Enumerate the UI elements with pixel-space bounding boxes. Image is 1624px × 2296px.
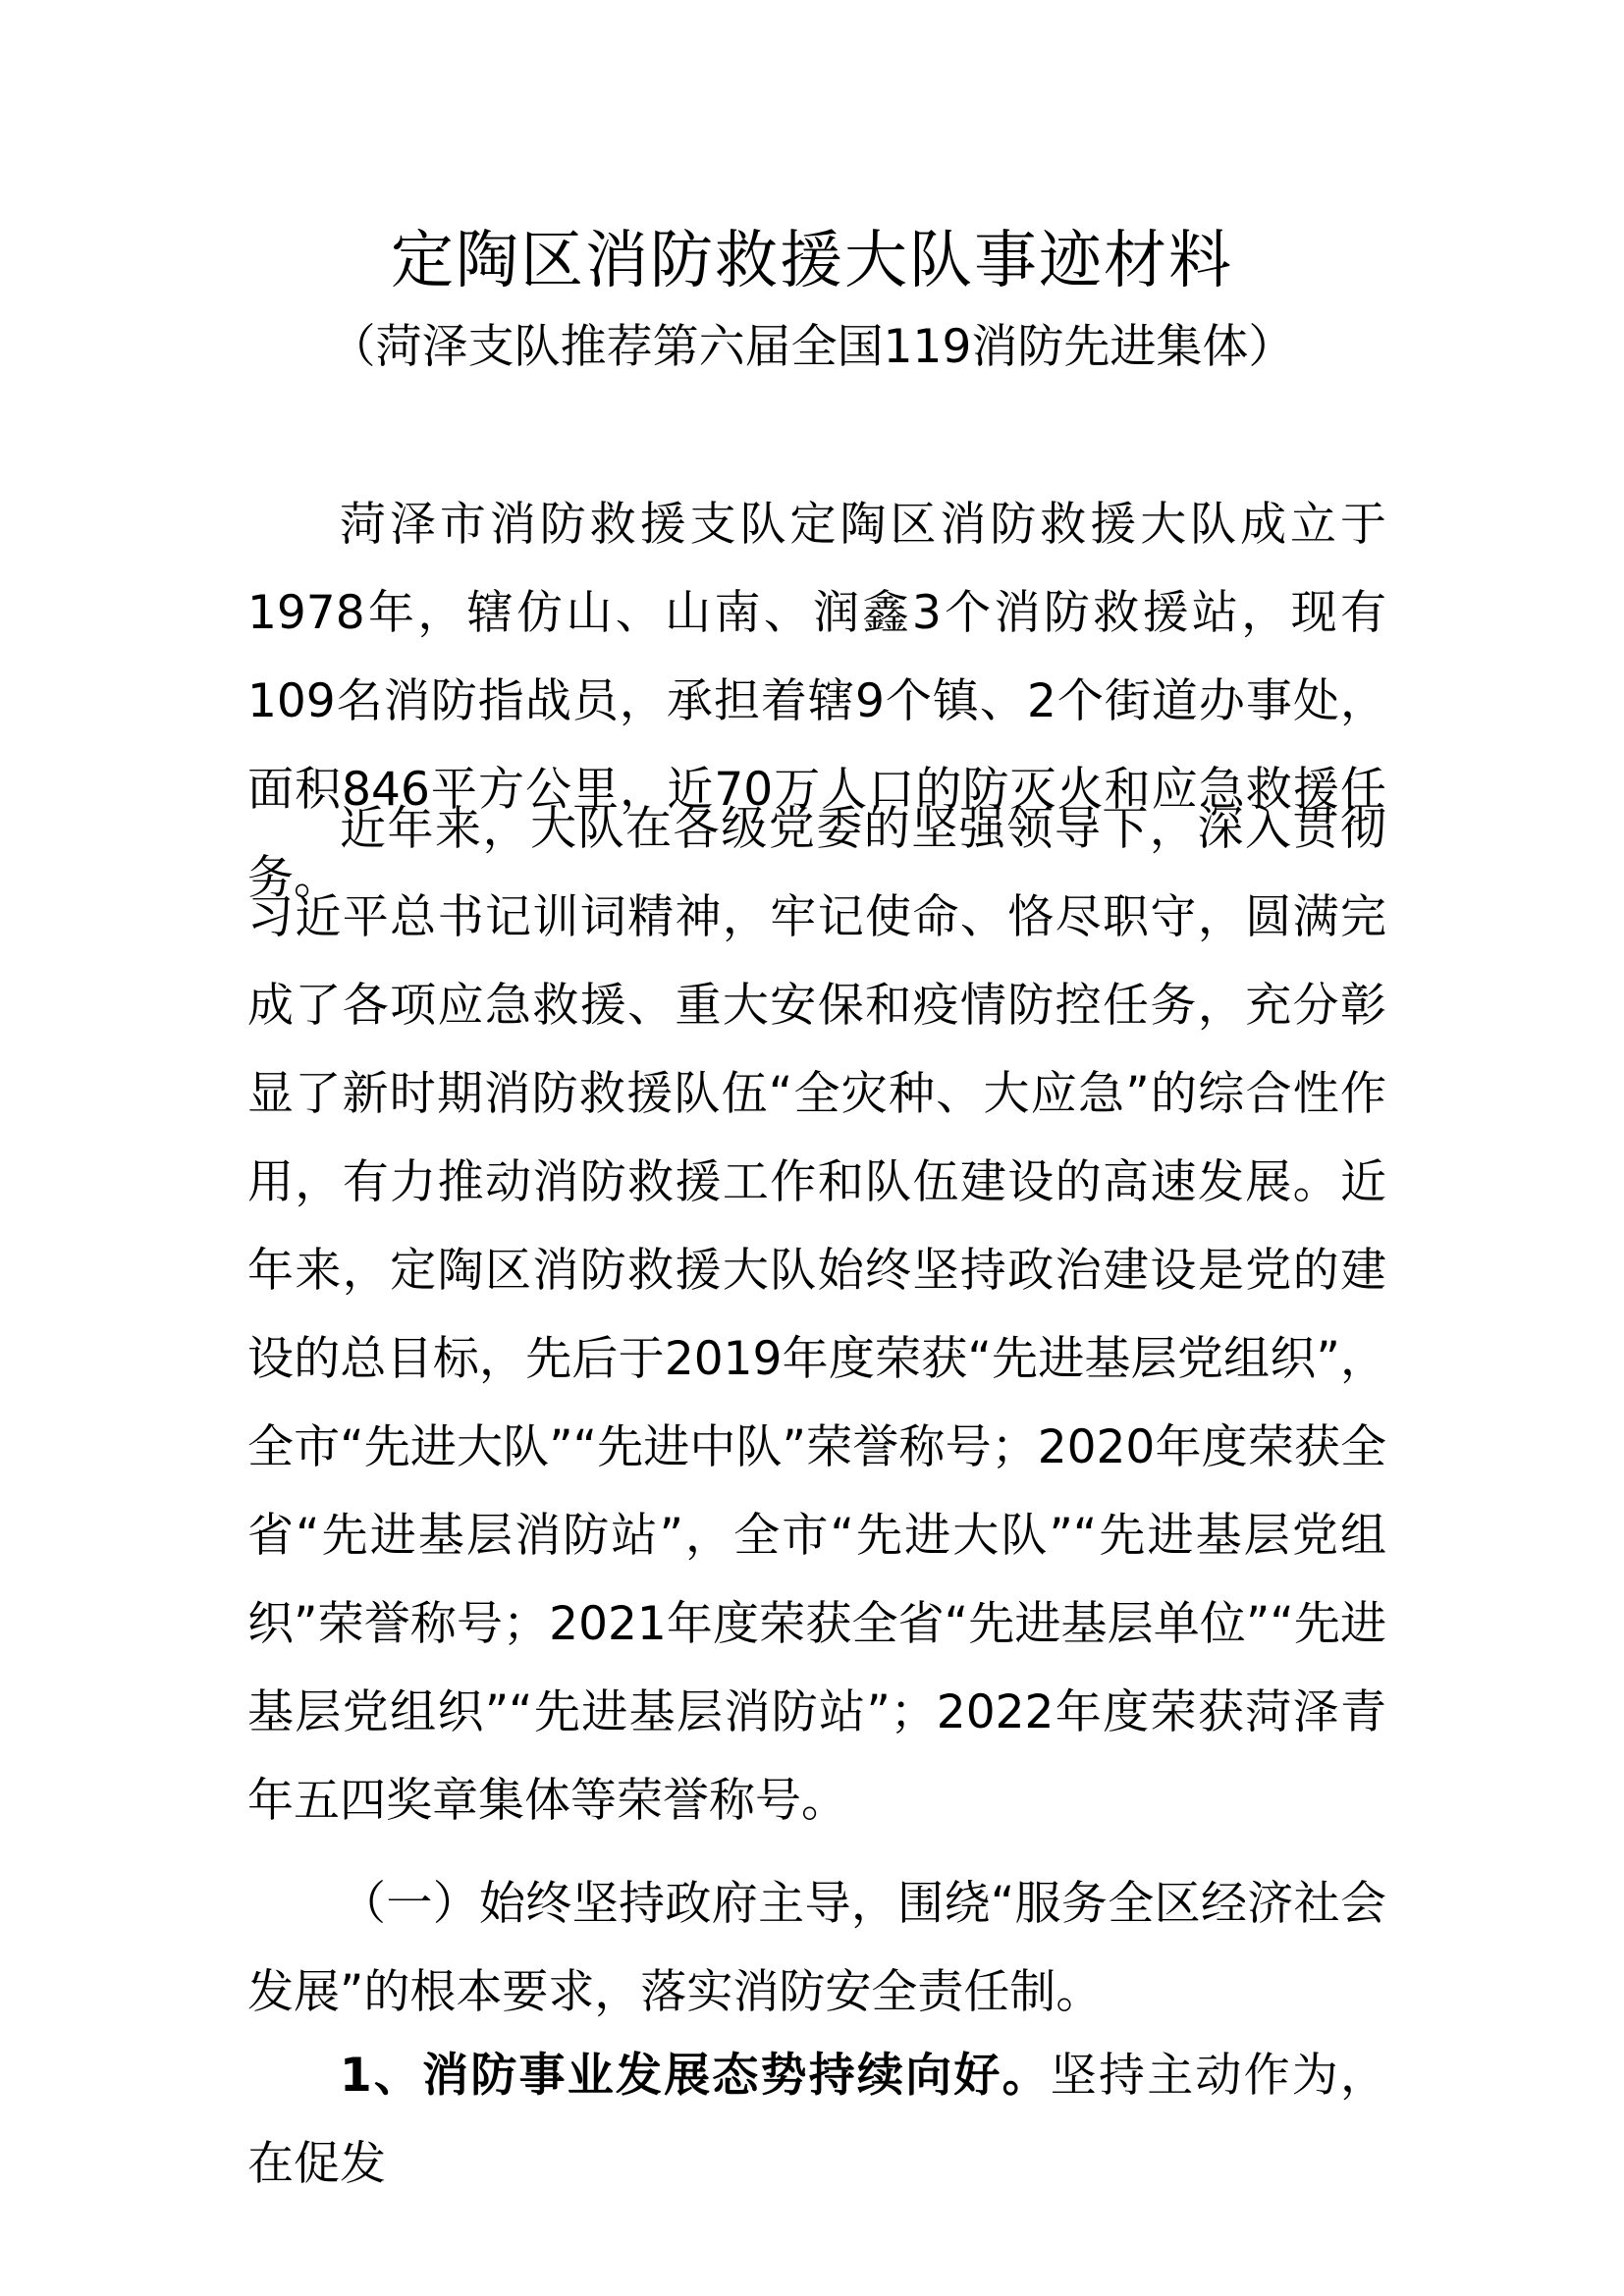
- paragraph-item-one: [247, 2032, 1386, 2209]
- document-subtitle: （菏泽支队推荐第六届全国119消防先进集体）: [329, 320, 1295, 374]
- item-one-text: 坚持主动作为，在促发: [247, 2049, 1387, 2191]
- section-heading-one: （一）始终坚持政府主导，围绕“服务全区经济社会发展”的根本要求，落实消防安全责任制。: [247, 1877, 1386, 2019]
- document-title: 定陶区消防救援大队事迹材料: [391, 225, 1233, 297]
- paragraph-intro: 菏泽市消防救援支队定陶区消防救援大队成立于1978年，辖仿山、山南、润鑫3个消防救援站，现有109名消防指战员，承担着辖9个镇、2个街道办事处，面积846平方公里，近70万人口的防灭火和应急救援任务。: [247, 498, 1386, 905]
- paragraph-achievements: 近年来，大队在各级党委的坚强领导下，深入贯彻习近平总书记训词精神，牢记使命、恪尽职守，圆满完成了各项应急救援、重大安保和疫情防控任务，充分彰显了新时期消防救援队伍“全灾种、大应急”的综合性作用，有力推动消防救援工作和队伍建设的高速发展。近年来，定陶区消防救援大队始终坚持政治建设是党的建设的总目标，先后于2019年度荣获“先进基层党组织”，全市“先进大队”“先进中队”荣誉称号；2020年度荣获全省“先进基层消防站”，全市“先进大队”“先进基层党组织”荣誉称号；2021年度荣获全省“先进基层单位”“先进基层党组织”“先进基层消防站”；2022年度荣获菏泽青年五四奖章集体等荣誉称号。: [247, 802, 1386, 1828]
- item-one-lead: 1、消防事业发展态势持续向好。: [340, 2049, 1051, 2103]
